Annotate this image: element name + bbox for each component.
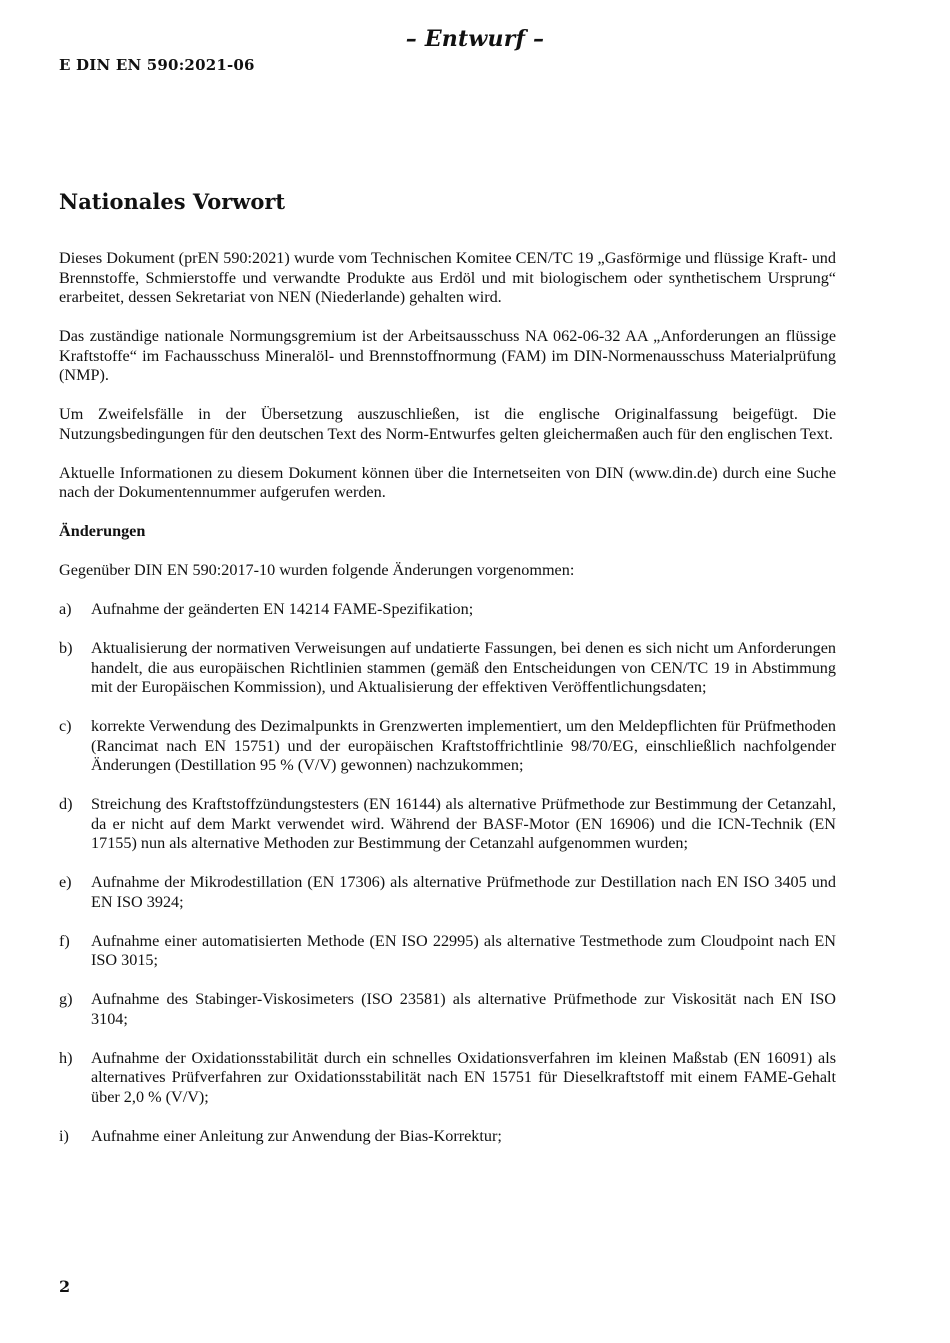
list-marker: b): [59, 639, 73, 657]
list-item-text: Aufnahme der geänderten EN 14214 FAME-Spezifikation;: [91, 600, 474, 618]
list-item: [59, 600, 836, 620]
list-item-text: Streichung des Kraftstoffzündungstesters (EN 16144) als alternative Prüfmethode zur Bestimmung der Cetanzahl, da er nicht auf dem Markt verwendet wird. Während der BASF-Motor (EN 16906) und die ICN-Technik (EN 17155) nun als alternative Methoden zur Bestimmung der Cetanzahl aufgenommen wurden;: [91, 795, 836, 852]
list-marker: f): [59, 931, 70, 950]
changes-list: [59, 600, 836, 1146]
list-item: [59, 932, 836, 971]
paragraph: Aktuelle Informationen zu diesem Dokument können über die Internetseiten von DIN (www.din.de) durch eine Suche nach der Dokumentennummer aufgerufen werden.: [59, 463, 836, 501]
list-item-text: Aufnahme einer Anleitung zur Anwendung der Bias-Korrektur;: [91, 1126, 502, 1145]
list-item: [59, 717, 836, 776]
paragraph: Das zuständige nationale Normungsgremium ist der Arbeitsausschuss NA 062-06-32 AA „Anforderungen an flüssige Kraftstoffe“ im Fachausschuss Mineralöl- und Brennstoffnormung (FAM) im DIN-Normenausschuss Materialprüfung (NMP).: [59, 327, 836, 384]
list-marker: d): [59, 795, 73, 813]
list-item: [59, 639, 836, 698]
changes-heading: Änderungen: [59, 522, 146, 540]
list-marker: g): [59, 990, 73, 1008]
page-content: [59, 188, 836, 1166]
list-item-text: Aufnahme einer automatisierten Methode (EN ISO 22995) als alternative Testmethode zum Cloudpoint nach EN ISO 3015;: [91, 931, 836, 969]
list-marker: a): [59, 600, 72, 618]
list-marker: h): [59, 1048, 73, 1067]
page-title: Nationales Vorwort: [59, 189, 286, 214]
list-item-text: korrekte Verwendung des Dezimalpunkts in Grenzwerten implementiert, um den Meldepflichten für Prüfmethoden (Rancimat nach EN 15751) und der europäischen Kraftstoffrichtlinie 98/70/EG, einschließlich nachfolgender Änderungen (Destillation 95 % (V/V) gewonnen) nachzukommen;: [91, 717, 836, 774]
changes-intro: Gegenüber DIN EN 590:2017-10 wurden folgende Änderungen vorgenommen:: [59, 561, 575, 579]
list-marker: i): [59, 1126, 69, 1145]
list-item: [59, 1049, 836, 1108]
list-item: [59, 990, 836, 1029]
list-item: [59, 1127, 836, 1147]
paragraph: Um Zweifelsfälle in der Übersetzung auszuschließen, ist die englische Originalfassung beigefügt. Die Nutzungsbedingungen für den deutschen Text des Norm-Entwurfes gelten gleichermaßen auch für den englischen Text.: [59, 405, 836, 443]
list-item-text: Aufnahme der Mikrodestillation (EN 17306) als alternative Prüfmethode zur Destillation nach EN ISO 3405 und EN ISO 3924;: [91, 873, 836, 911]
list-item-text: Aufnahme der Oxidationsstabilität durch ein schnelles Oxidationsverfahren im kleinen Maßstab (EN 16091) als alternatives Prüfverfahren zur Oxidationsstabilität nach EN 15751 für Dieselkraftstoff mit einem FAME-Gehalt über 2,0 % (V/V);: [91, 1048, 836, 1106]
list-item-text: Aktualisierung der normativen Verweisungen auf undatierte Fassungen, bei denen es sich nicht um Anforderungen handelt, die aus europäischen Richtlinien stammen (gemäß den Entscheidungen von CEN/TC 19 in Abstimmung mit der Europäischen Kommission), und Aktualisierung der effektiven Veröffentlichungsdaten;: [91, 639, 836, 696]
list-item: [59, 873, 836, 912]
list-marker: c): [59, 717, 72, 735]
page-number: 2: [59, 1277, 71, 1296]
draft-watermark: – Entwurf –: [405, 26, 545, 52]
list-item: [59, 795, 836, 854]
paragraph: Dieses Dokument (prEN 590:2021) wurde vom Technischen Komitee CEN/TC 19 „Gasförmige und flüssige Kraft- und Brennstoffe, Schmierstoffe und verwandte Produkte aus Erdöl und mit biologischem oder synthetischem Ursprung“ erarbeitet, dessen Sekretariat von NEN (Niederlande) gehalten wird.: [59, 249, 836, 306]
list-item-text: Aufnahme des Stabinger-Viskosimeters (ISO 23581) als alternative Prüfmethode zur Viskosität nach EN ISO 3104;: [91, 990, 836, 1028]
list-marker: e): [59, 873, 72, 891]
document-id: E DIN EN 590:2021-06: [59, 56, 255, 74]
